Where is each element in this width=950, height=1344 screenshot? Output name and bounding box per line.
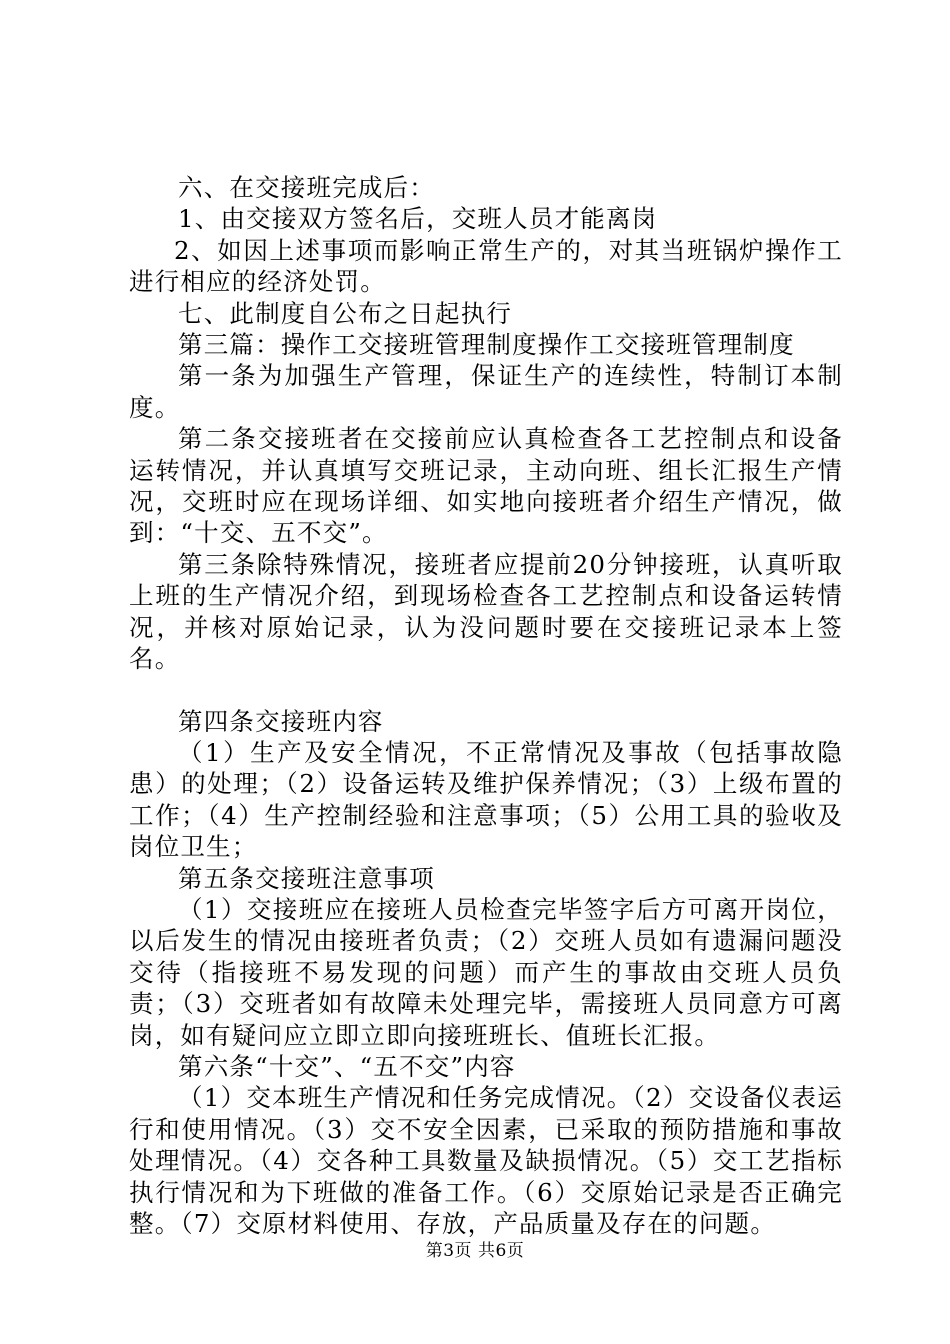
paragraph-article-4-title: 第四条交接班内容: [178, 706, 384, 736]
page-number-footer: 第3页 共6页: [425, 1241, 525, 1261]
paragraph-section-seven: 七、此制度自公布之日起执行: [178, 298, 513, 328]
paragraph-article-1: 第一条为加强生产管理，保证生产的连续性，特制订本制度。: [129, 361, 843, 422]
paragraph-item-1: 1、由交接双方签名后，交班人员才能离岗: [178, 204, 658, 234]
paragraph-section-six: 六、在交接班完成后：: [178, 173, 435, 202]
paragraph-article-5-title: 第五条交接班注意事项: [178, 863, 435, 893]
document-body: [129, 172, 843, 1239]
paragraph-article-5-content: （1）交接班应在接班人员检查完毕签字后方可离开岗位，以后发生的情况由接班者负责；（2）交班人员如有遗漏问题没交待（指接班不易发现的问题）而产生的事故由交班人员负责；（3）交班者如有故障未处理完毕，需接班人员同意方可离岗，如有疑问应立即立即向接班班长、值班长汇报。: [129, 894, 843, 1050]
paragraph-item-2: 2、如因上述事项而影响正常生产的，对其当班锅炉操作工进行相应的经济处罚。: [129, 235, 843, 297]
paragraph-article-3: 第三条除特殊情况，接班者应提前20分钟接班，认真听取上班的生产情况介绍，到现场检查各工艺控制点和设备运转情况，并核对原始记录，认为没问题时要在交接班记录本上签名。: [129, 549, 843, 674]
paragraph-part-three-title: 第三篇：操作工交接班管理制度操作工交接班管理制度: [178, 330, 795, 360]
paragraph-article-2: 第二条交接班者在交接前应认真检查各工艺控制点和设备运转情况，并认真填写交班记录，主动向班、组长汇报生产情况，交班时应在现场详细、如实地向接班者介绍生产情况，做到：“十交、五不交”。: [129, 424, 843, 548]
paragraph-article-6-content: （1）交本班生产情况和任务完成情况。（2）交设备仪表运行和使用情况。（3）交不安全因素，已采取的预防措施和事故处理情况。（4）交各种工具数量及缺损情况。（5）交工艺指标执行情况和为下班做的准备工作。（6）交原始记录是否正确完整。（7）交原材料使用、存放，产品质量及存在的问题。: [129, 1083, 843, 1238]
paragraph-article-6-title: 第六条“十交”、“五不交”内容: [178, 1051, 516, 1081]
paragraph-spacer: [129, 675, 843, 706]
paragraph-article-4-content: （1）生产及安全情况，不正常情况及事故（包括事故隐患）的处理；（2）设备运转及维护保养情况；（3）上级布置的工作；（4）生产控制经验和注意事项；（5）公用工具的验收及岗位卫生；: [129, 737, 843, 862]
